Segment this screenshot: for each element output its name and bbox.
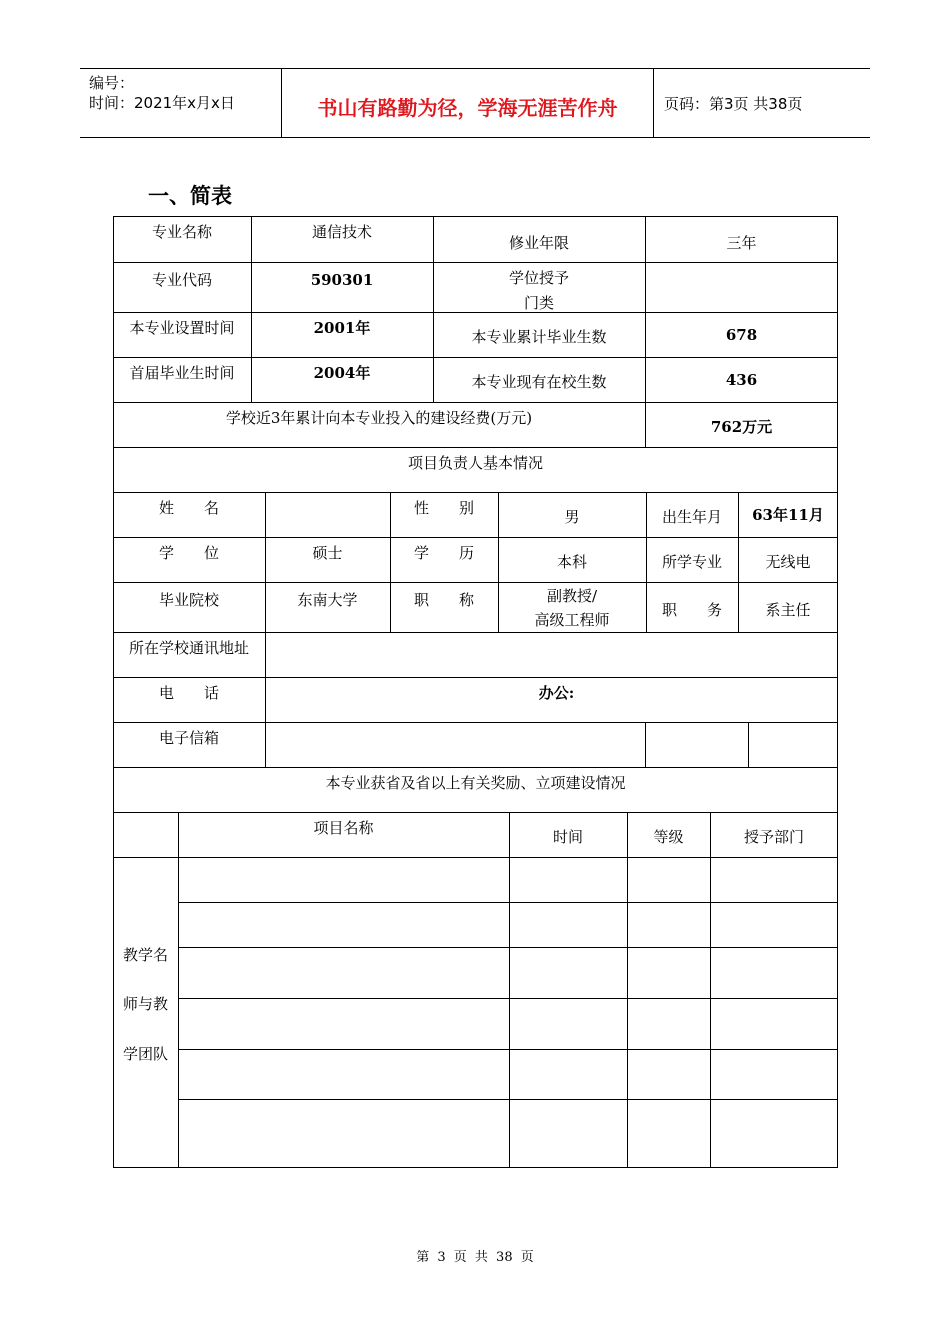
first-grad-value: 2004年 — [313, 364, 371, 382]
major-name-value: 通信技术 — [311, 223, 372, 241]
time-label: 时间：2021年x月x日 — [89, 94, 235, 112]
address-label: 所在学校通讯地址 — [128, 639, 249, 657]
major-code-value: 590301 — [310, 271, 374, 289]
investment-value: 762万元 — [710, 417, 773, 436]
name-label: 姓 名 — [158, 499, 219, 517]
position-label: 职 务 — [661, 600, 722, 619]
email-label: 电子信箱 — [158, 729, 219, 747]
degree-label: 学 位 — [158, 544, 219, 562]
major-code-label: 专业代码 — [151, 271, 212, 289]
degree-value: 硕士 — [312, 544, 343, 562]
birth-value: 63年11月 — [752, 505, 824, 524]
education-label: 学 历 — [413, 544, 474, 562]
total-grads-label: 本专业累计毕业生数 — [471, 327, 607, 346]
title-value-2: 高级工程师 — [534, 611, 610, 629]
office-label: 办公: — [538, 684, 575, 702]
school-value: 东南大学 — [297, 591, 358, 609]
team-label-2: 师与教 — [122, 995, 168, 1013]
page-footer: 第 3 页 共 38 页 — [416, 1250, 534, 1265]
specialty-label: 所学专业 — [661, 552, 722, 571]
phone-label: 电 话 — [158, 684, 219, 702]
dept-header: 授予部门 — [743, 827, 804, 846]
setup-time-value: 2001年 — [313, 319, 371, 337]
title-label: 职 称 — [413, 591, 474, 609]
specialty-value: 无线电 — [765, 552, 811, 571]
project-name-header: 项目名称 — [313, 819, 374, 837]
position-value: 系主任 — [765, 600, 811, 619]
degree-type-value — [645, 262, 838, 312]
first-grad-label: 首届毕业生时间 — [129, 364, 235, 382]
gender-value: 男 — [564, 507, 580, 526]
leader-section-title: 项目负责人基本情况 — [407, 454, 543, 472]
gender-label: 性 别 — [413, 499, 474, 517]
education-value: 本科 — [556, 552, 587, 571]
header-motto: 书山有路勤为径，学海无涯苦作舟 — [282, 69, 654, 137]
current-students-value: 436 — [725, 370, 758, 389]
birth-label: 出生年月 — [661, 507, 722, 526]
setup-time-label: 本专业设置时间 — [129, 319, 235, 337]
team-label-1: 教学名 — [122, 946, 168, 964]
title-value-1: 副教授/ — [546, 587, 598, 605]
duration-value: 三年 — [726, 234, 757, 252]
duration-label: 修业年限 — [508, 234, 569, 252]
team-label-3: 学团队 — [122, 1045, 168, 1063]
degree-type-label-2: 门类 — [523, 294, 554, 312]
awards-section-title: 本专业获省及省以上有关奖励、立项建设情况 — [325, 774, 626, 792]
section-title: 一、简表 — [148, 184, 232, 208]
time-header: 时间 — [552, 827, 583, 846]
total-grads-value: 678 — [725, 325, 758, 344]
school-label: 毕业院校 — [158, 591, 219, 609]
level-header: 等级 — [653, 827, 684, 846]
investment-label: 学校近3年累计向本专业投入的建设经费(万元) — [225, 409, 533, 427]
degree-type-label-1: 学位授予 — [508, 269, 569, 287]
name-value — [265, 492, 390, 537]
header-page-info: 页码：第3页 共38页 — [664, 94, 803, 113]
current-students-label: 本专业现有在校生数 — [471, 372, 607, 391]
number-label: 编号： — [89, 74, 135, 92]
major-name-label: 专业名称 — [151, 223, 212, 241]
